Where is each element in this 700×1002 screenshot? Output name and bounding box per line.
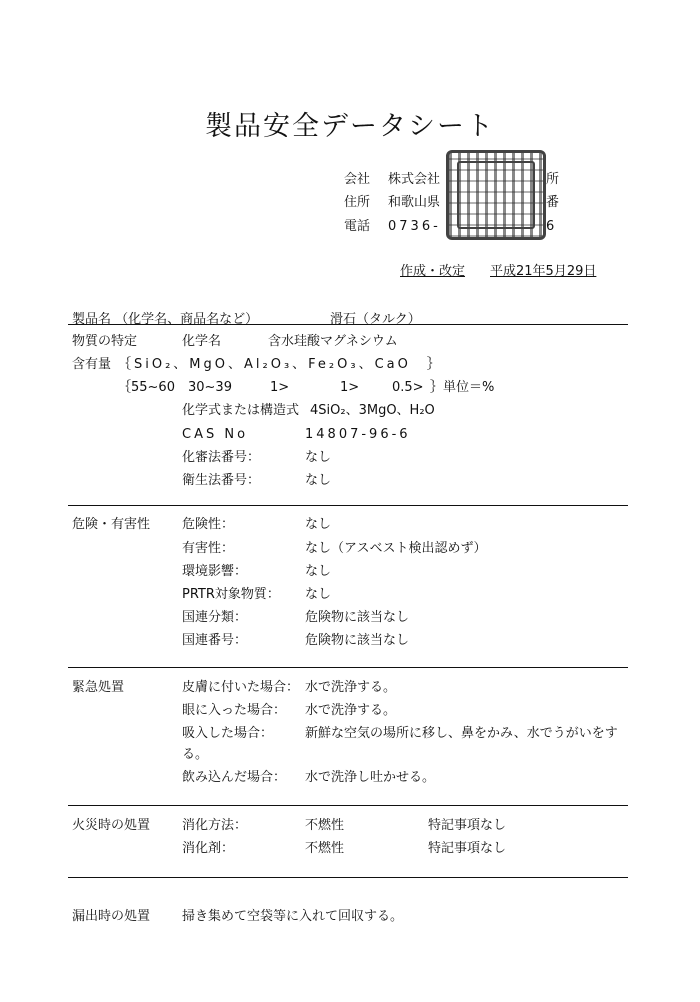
phone-value: 0736- xyxy=(388,219,441,234)
hygiene-law-value: なし xyxy=(305,473,332,488)
section-divider xyxy=(68,324,628,325)
document-title: 製品安全データシート xyxy=(205,111,495,142)
revision-date: 平成21年5月29日 xyxy=(490,264,597,279)
amount-mgo: 30~39 xyxy=(188,380,232,395)
amount-cao: 0.5> xyxy=(392,380,424,395)
section-divider xyxy=(68,805,628,806)
formula-label: 化学式または構造式 xyxy=(182,403,300,418)
hazard-section-title: 危険・有害性 xyxy=(72,517,151,532)
product-value: 滑石（タルク） xyxy=(330,312,421,327)
cas-label: CAS No xyxy=(182,427,249,442)
amount-al2o3: 1> xyxy=(270,380,290,395)
toxicity-value: なし（アスベスト検出認めず） xyxy=(305,541,487,556)
chem-law-label: 化審法番号： xyxy=(182,450,261,465)
extinguish-agent-value: 不燃性 xyxy=(305,841,345,856)
hygiene-law-label: 衛生法番号： xyxy=(182,473,261,488)
environment-label: 環境影響： xyxy=(182,564,248,579)
revision-label: 作成・改定 xyxy=(400,264,466,279)
company-label: 会社 xyxy=(344,172,371,187)
phone-label: 電話 xyxy=(344,219,371,234)
components-list: ｛SiO₂、MgO、Al₂O₃、Fe₂O₃、CaO ｝ xyxy=(118,357,443,372)
skin-contact-value: 水で洗浄する。 xyxy=(305,680,397,695)
amount-unit: ｝単位＝% xyxy=(430,380,495,395)
skin-contact-label: 皮膚に付いた場合： xyxy=(182,680,300,695)
section-divider xyxy=(68,877,628,878)
company-seal-stamp xyxy=(446,150,546,240)
prtr-value: なし xyxy=(305,587,332,602)
un-class-label: 国連分類： xyxy=(182,610,248,625)
first-aid-section-title: 緊急処置 xyxy=(72,680,125,695)
cas-value: 14807-96-6 xyxy=(305,427,411,442)
un-class-value: 危険物に該当なし xyxy=(305,610,410,625)
leak-value: 掃き集めて空袋等に入れて回収する。 xyxy=(182,909,404,924)
extinguish-method-note: 特記事項なし xyxy=(428,818,507,833)
eye-contact-value: 水で洗浄する。 xyxy=(305,703,397,718)
ingestion-label: 飲み込んだ場合： xyxy=(182,770,287,785)
toxicity-label: 有害性： xyxy=(182,541,235,556)
inhalation-value: 新鮮な空気の場所に移し、鼻をかみ、水でうがいをす xyxy=(305,726,618,741)
chem-law-value: なし xyxy=(305,450,332,465)
extinguish-agent-note: 特記事項なし xyxy=(428,841,507,856)
phone-suffix: 6 xyxy=(546,219,555,234)
company-value: 株式会社 xyxy=(388,172,441,187)
inhalation-value-continued: る。 xyxy=(182,747,209,762)
inhalation-label: 吸入した場合： xyxy=(182,726,274,741)
company-suffix: 所 xyxy=(546,172,560,187)
formula-value: 4SiO₂、3MgO、H₂O xyxy=(310,403,435,418)
chem-name-value: 含水珪酸マグネシウム xyxy=(268,334,398,349)
extinguish-method-value: 不燃性 xyxy=(305,818,345,833)
address-value: 和歌山県 xyxy=(388,195,441,210)
ingestion-value: 水で洗浄し吐かせる。 xyxy=(305,770,436,785)
prtr-label: PRTR対象物質： xyxy=(182,587,280,602)
address-label: 住所 xyxy=(344,195,371,210)
section-divider xyxy=(68,667,628,668)
eye-contact-label: 眼に入った場合： xyxy=(182,703,287,718)
extinguish-agent-label: 消化剤： xyxy=(182,841,235,856)
chem-name-label: 化学名 xyxy=(182,334,222,349)
hazard-value: なし xyxy=(305,517,332,532)
fire-section-title: 火災時の処置 xyxy=(72,818,151,833)
hazard-label: 危険性： xyxy=(182,517,235,532)
address-suffix: 番 xyxy=(546,195,560,210)
leak-section-title: 漏出時の処置 xyxy=(72,909,151,924)
content-label: 含有量 xyxy=(72,357,112,372)
un-number-value: 危険物に該当なし xyxy=(305,633,410,648)
identity-section-title: 物質の特定 xyxy=(72,334,138,349)
un-number-label: 国連番号： xyxy=(182,633,248,648)
environment-value: なし xyxy=(305,564,332,579)
section-divider xyxy=(68,505,628,506)
amount-sio2: ｛55~60 xyxy=(118,380,175,395)
extinguish-method-label: 消化方法： xyxy=(182,818,248,833)
product-label: 製品名 （化学名、商品名など） xyxy=(72,312,259,327)
amount-fe2o3: 1> xyxy=(340,380,360,395)
